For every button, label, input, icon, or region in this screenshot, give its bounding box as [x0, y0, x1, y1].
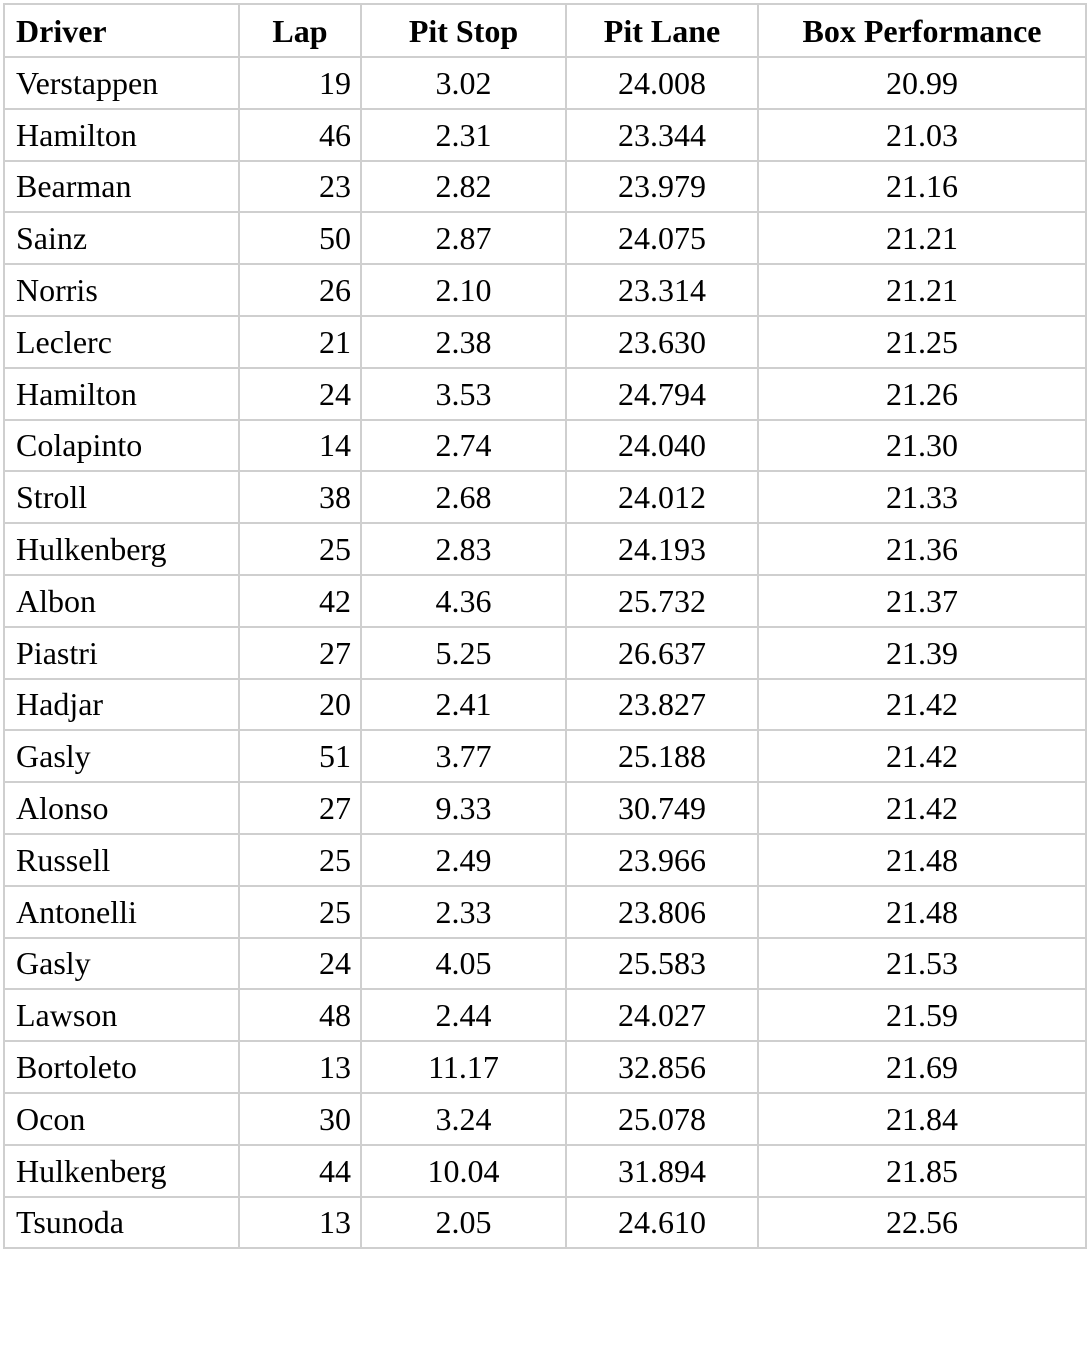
- cell-lap: 38: [239, 471, 361, 523]
- cell-pit-lane: 32.856: [566, 1041, 758, 1093]
- table-row: [4, 1093, 1086, 1145]
- cell-pit-lane: 23.314: [566, 264, 758, 316]
- cell-box-performance: 20.99: [758, 57, 1086, 109]
- cell-lap: 51: [239, 730, 361, 782]
- cell-box-performance: 21.30: [758, 420, 1086, 472]
- cell-driver: Colapinto: [4, 420, 239, 472]
- cell-box-performance: 21.85: [758, 1145, 1086, 1197]
- cell-box-performance: 21.42: [758, 730, 1086, 782]
- cell-box-performance: 21.37: [758, 575, 1086, 627]
- cell-pit-lane: 25.732: [566, 575, 758, 627]
- cell-box-performance: 22.56: [758, 1197, 1086, 1249]
- cell-box-performance: 21.84: [758, 1093, 1086, 1145]
- cell-lap: 14: [239, 420, 361, 472]
- cell-pit-stop: 4.36: [361, 575, 566, 627]
- cell-pit-lane: 24.794: [566, 368, 758, 420]
- cell-lap: 24: [239, 938, 361, 990]
- cell-box-performance: 21.26: [758, 368, 1086, 420]
- cell-pit-stop: 2.33: [361, 886, 566, 938]
- cell-driver: Hadjar: [4, 679, 239, 731]
- cell-pit-stop: 2.38: [361, 316, 566, 368]
- cell-pit-stop: 2.41: [361, 679, 566, 731]
- table-row: [4, 368, 1086, 420]
- cell-lap: 44: [239, 1145, 361, 1197]
- cell-pit-lane: 25.583: [566, 938, 758, 990]
- cell-lap: 27: [239, 782, 361, 834]
- table-header: [4, 4, 1086, 57]
- cell-pit-lane: 25.078: [566, 1093, 758, 1145]
- table-row: [4, 212, 1086, 264]
- cell-driver: Russell: [4, 834, 239, 886]
- cell-box-performance: 21.39: [758, 627, 1086, 679]
- cell-driver: Gasly: [4, 730, 239, 782]
- cell-driver: Hamilton: [4, 368, 239, 420]
- cell-driver: Hulkenberg: [4, 523, 239, 575]
- header-box-performance: Box Performance: [758, 4, 1086, 57]
- table-row: [4, 575, 1086, 627]
- cell-driver: Ocon: [4, 1093, 239, 1145]
- cell-lap: 21: [239, 316, 361, 368]
- cell-driver: Albon: [4, 575, 239, 627]
- cell-pit-stop: 5.25: [361, 627, 566, 679]
- header-row: [4, 4, 1086, 57]
- cell-lap: 46: [239, 109, 361, 161]
- cell-pit-stop: 3.24: [361, 1093, 566, 1145]
- table-row: [4, 1197, 1086, 1249]
- cell-pit-lane: 24.012: [566, 471, 758, 523]
- cell-driver: Verstappen: [4, 57, 239, 109]
- cell-pit-stop: 2.44: [361, 989, 566, 1041]
- cell-driver: Hamilton: [4, 109, 239, 161]
- table-body: [4, 57, 1086, 1248]
- cell-pit-lane: 25.188: [566, 730, 758, 782]
- cell-driver: Stroll: [4, 471, 239, 523]
- cell-pit-lane: 23.806: [566, 886, 758, 938]
- cell-driver: Piastri: [4, 627, 239, 679]
- cell-box-performance: 21.21: [758, 264, 1086, 316]
- table-row: [4, 679, 1086, 731]
- cell-driver: Alonso: [4, 782, 239, 834]
- cell-box-performance: 21.48: [758, 834, 1086, 886]
- cell-box-performance: 21.59: [758, 989, 1086, 1041]
- cell-pit-lane: 31.894: [566, 1145, 758, 1197]
- cell-lap: 30: [239, 1093, 361, 1145]
- cell-pit-lane: 23.630: [566, 316, 758, 368]
- cell-box-performance: 21.16: [758, 161, 1086, 213]
- cell-box-performance: 21.03: [758, 109, 1086, 161]
- cell-pit-stop: 2.49: [361, 834, 566, 886]
- cell-driver: Gasly: [4, 938, 239, 990]
- cell-pit-stop: 2.68: [361, 471, 566, 523]
- cell-pit-stop: 3.02: [361, 57, 566, 109]
- table-row: [4, 627, 1086, 679]
- cell-lap: 19: [239, 57, 361, 109]
- cell-pit-lane: 24.008: [566, 57, 758, 109]
- cell-lap: 25: [239, 523, 361, 575]
- cell-driver: Hulkenberg: [4, 1145, 239, 1197]
- table-row: [4, 938, 1086, 990]
- cell-pit-lane: 23.344: [566, 109, 758, 161]
- cell-pit-lane: 26.637: [566, 627, 758, 679]
- cell-pit-stop: 3.53: [361, 368, 566, 420]
- cell-box-performance: 21.21: [758, 212, 1086, 264]
- cell-pit-stop: 2.82: [361, 161, 566, 213]
- cell-box-performance: 21.69: [758, 1041, 1086, 1093]
- cell-box-performance: 21.25: [758, 316, 1086, 368]
- cell-pit-stop: 2.87: [361, 212, 566, 264]
- table-row: [4, 57, 1086, 109]
- cell-pit-lane: 24.027: [566, 989, 758, 1041]
- cell-pit-lane: 23.966: [566, 834, 758, 886]
- cell-lap: 50: [239, 212, 361, 264]
- cell-pit-stop: 2.05: [361, 1197, 566, 1249]
- cell-pit-stop: 2.74: [361, 420, 566, 472]
- cell-lap: 25: [239, 834, 361, 886]
- cell-lap: 48: [239, 989, 361, 1041]
- cell-pit-stop: 11.17: [361, 1041, 566, 1093]
- cell-pit-stop: 9.33: [361, 782, 566, 834]
- cell-lap: 23: [239, 161, 361, 213]
- table-row: [4, 1041, 1086, 1093]
- cell-lap: 25: [239, 886, 361, 938]
- table-row: [4, 989, 1086, 1041]
- cell-lap: 26: [239, 264, 361, 316]
- header-pit-stop: Pit Stop: [361, 4, 566, 57]
- cell-driver: Tsunoda: [4, 1197, 239, 1249]
- cell-driver: Antonelli: [4, 886, 239, 938]
- cell-driver: Norris: [4, 264, 239, 316]
- cell-pit-stop: 2.31: [361, 109, 566, 161]
- cell-pit-lane: 23.827: [566, 679, 758, 731]
- cell-driver: Leclerc: [4, 316, 239, 368]
- cell-pit-stop: 2.83: [361, 523, 566, 575]
- table-row: [4, 730, 1086, 782]
- cell-lap: 27: [239, 627, 361, 679]
- table-row: [4, 161, 1086, 213]
- cell-driver: Bortoleto: [4, 1041, 239, 1093]
- cell-lap: 13: [239, 1041, 361, 1093]
- table-row: [4, 782, 1086, 834]
- table-row: [4, 316, 1086, 368]
- table-row: [4, 886, 1086, 938]
- cell-pit-stop: 4.05: [361, 938, 566, 990]
- cell-pit-lane: 24.040: [566, 420, 758, 472]
- cell-lap: 13: [239, 1197, 361, 1249]
- cell-driver: Bearman: [4, 161, 239, 213]
- table-row: [4, 420, 1086, 472]
- cell-pit-stop: 2.10: [361, 264, 566, 316]
- cell-lap: 42: [239, 575, 361, 627]
- table-row: [4, 834, 1086, 886]
- header-lap: Lap: [239, 4, 361, 57]
- table-row: [4, 264, 1086, 316]
- cell-box-performance: 21.42: [758, 679, 1086, 731]
- cell-driver: Lawson: [4, 989, 239, 1041]
- cell-pit-lane: 30.749: [566, 782, 758, 834]
- cell-box-performance: 21.53: [758, 938, 1086, 990]
- cell-lap: 20: [239, 679, 361, 731]
- header-pit-lane: Pit Lane: [566, 4, 758, 57]
- table-row: [4, 109, 1086, 161]
- cell-lap: 24: [239, 368, 361, 420]
- cell-box-performance: 21.36: [758, 523, 1086, 575]
- cell-pit-lane: 24.193: [566, 523, 758, 575]
- cell-box-performance: 21.48: [758, 886, 1086, 938]
- cell-box-performance: 21.33: [758, 471, 1086, 523]
- table-row: [4, 523, 1086, 575]
- header-driver: Driver: [4, 4, 239, 57]
- cell-pit-lane: 24.075: [566, 212, 758, 264]
- cell-pit-stop: 10.04: [361, 1145, 566, 1197]
- cell-pit-lane: 23.979: [566, 161, 758, 213]
- table-row: [4, 471, 1086, 523]
- cell-driver: Sainz: [4, 212, 239, 264]
- cell-box-performance: 21.42: [758, 782, 1086, 834]
- cell-pit-lane: 24.610: [566, 1197, 758, 1249]
- cell-pit-stop: 3.77: [361, 730, 566, 782]
- table-row: [4, 1145, 1086, 1197]
- pit-stop-table: [3, 3, 1087, 1249]
